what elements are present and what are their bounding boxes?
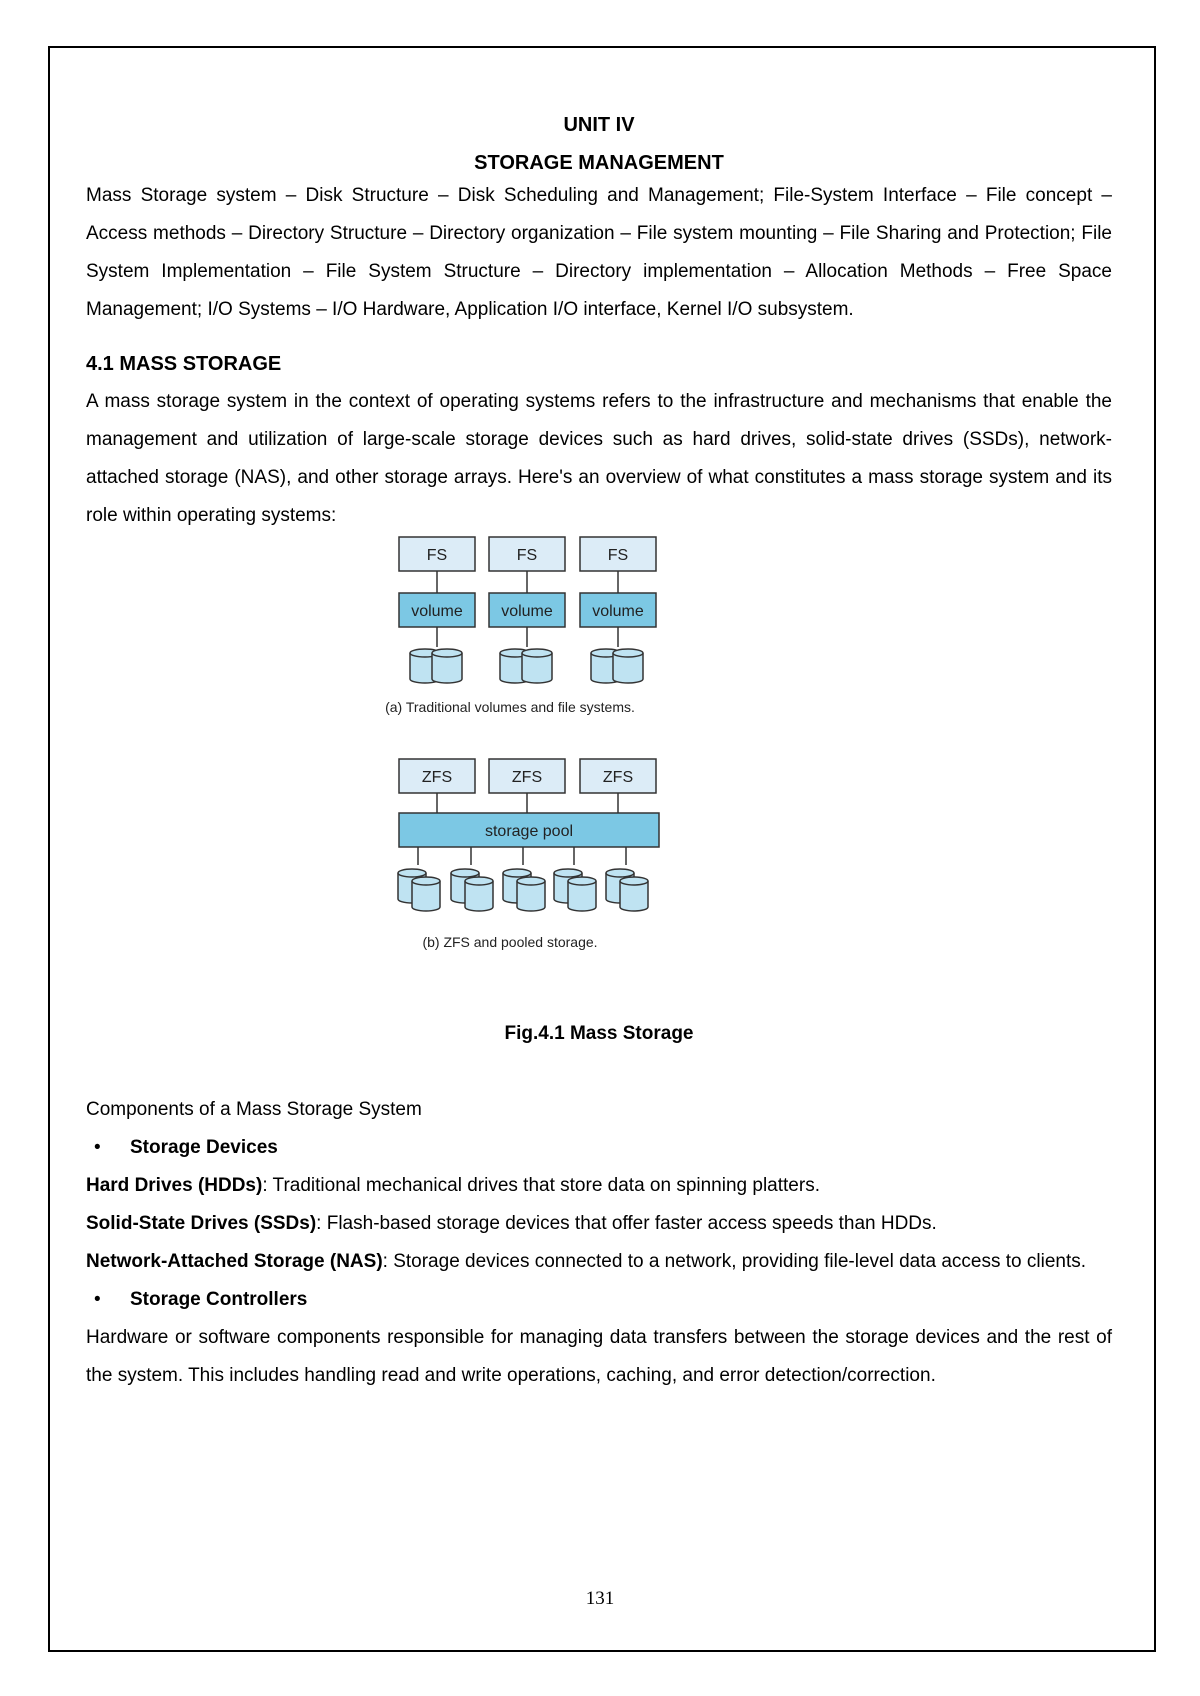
- disk-icon: [620, 877, 648, 911]
- storage-diagram: [86, 535, 1112, 1015]
- panel-b-caption: (b) ZFS and pooled storage.: [422, 934, 598, 950]
- page-title: STORAGE MANAGEMENT: [474, 152, 724, 174]
- disk-icon: [432, 649, 462, 683]
- page-content: [86, 113, 1112, 1395]
- disk-icon: [412, 877, 440, 911]
- disk-top: [412, 877, 440, 885]
- zfs-box-label: ZFS: [511, 769, 543, 786]
- disk-top: [606, 869, 634, 877]
- ssd-paragraph: [86, 1205, 1112, 1243]
- ssd-term: Solid-State Drives (SSDs): [86, 1213, 317, 1234]
- nas-description: : Storage devices connected to a network, providing file-level data access to clients.: [382, 1251, 1087, 1272]
- disk-top: [613, 649, 643, 657]
- disk-top: [503, 869, 531, 877]
- fs-box-label: FS: [516, 547, 538, 564]
- volume-box-label: volume: [411, 603, 463, 620]
- zfs-box-label: ZFS: [602, 769, 634, 786]
- fs-box-label: FS: [607, 547, 629, 564]
- disk-icon: [613, 649, 643, 683]
- unit-heading: UNIT IV: [563, 114, 635, 136]
- volume-box-label: volume: [592, 603, 644, 620]
- hdd-term: Hard Drives (HDDs): [86, 1175, 263, 1196]
- disk-top: [522, 649, 552, 657]
- diagram-shapes: [398, 537, 659, 911]
- disk-top: [620, 877, 648, 885]
- disk-top: [517, 877, 545, 885]
- disk-icon: [568, 877, 596, 911]
- zfs-box-label: ZFS: [421, 769, 453, 786]
- disk-top: [451, 869, 479, 877]
- syllabus-paragraph: Mass Storage system – Disk Structure – Disk Scheduling and Management; File-System Interface – File concept – Access methods – Directory Structure – Directory organization – File system mounting – File Sharing and Protection; File System Implementation – File System Structure – Directory implementation – Allocation Methods – Free Space Management; I/O Systems – I/O Hardware, Application I/O interface, Kernel I/O subsystem.: [86, 185, 1112, 320]
- disk-icon: [522, 649, 552, 683]
- bullet-storage-controllers: • Storage Controllers: [86, 1281, 1112, 1319]
- hdd-paragraph: [86, 1167, 1112, 1205]
- nas-paragraph: [86, 1243, 1112, 1281]
- bullet-storage-devices: • Storage Devices: [86, 1129, 1112, 1167]
- disk-icon: [465, 877, 493, 911]
- disk-top: [554, 869, 582, 877]
- components-heading: Components of a Mass Storage System: [86, 1099, 422, 1120]
- volume-box-label: volume: [501, 603, 553, 620]
- disk-icon: [517, 877, 545, 911]
- mass-storage-figure: [86, 535, 1112, 1015]
- fs-box-label: FS: [426, 547, 448, 564]
- section-heading: 4.1 MASS STORAGE: [86, 353, 282, 375]
- disk-top: [432, 649, 462, 657]
- hdd-description: : Traditional mechanical drives that store data on spinning platters.: [262, 1175, 820, 1196]
- storage-pool-box-label: storage pool: [484, 823, 574, 840]
- disk-top: [398, 869, 426, 877]
- controllers-paragraph: Hardware or software components responsible for managing data transfers between the storage devices and the rest of the system. This includes handling read and write operations, caching, and error detection/correction.: [86, 1327, 1112, 1386]
- page-number: 131: [585, 1588, 615, 1609]
- disk-top: [568, 877, 596, 885]
- nas-term: Network-Attached Storage (NAS): [86, 1251, 383, 1272]
- intro-paragraph: A mass storage system in the context of operating systems refers to the infrastructure and mechanisms that enable the management and utilization of large-scale storage devices such as hard drives, solid-state drives (SSDs), network-attached storage (NAS), and other storage arrays. Here's an overview of what constitutes a mass storage system and its role within operating systems:: [86, 391, 1112, 526]
- disk-top: [465, 877, 493, 885]
- figure-caption: Fig.4.1 Mass Storage: [504, 1023, 694, 1044]
- ssd-description: : Flash-based storage devices that offer faster access speeds than HDDs.: [316, 1213, 937, 1234]
- panel-a-caption: (a) Traditional volumes and file systems.: [385, 699, 635, 715]
